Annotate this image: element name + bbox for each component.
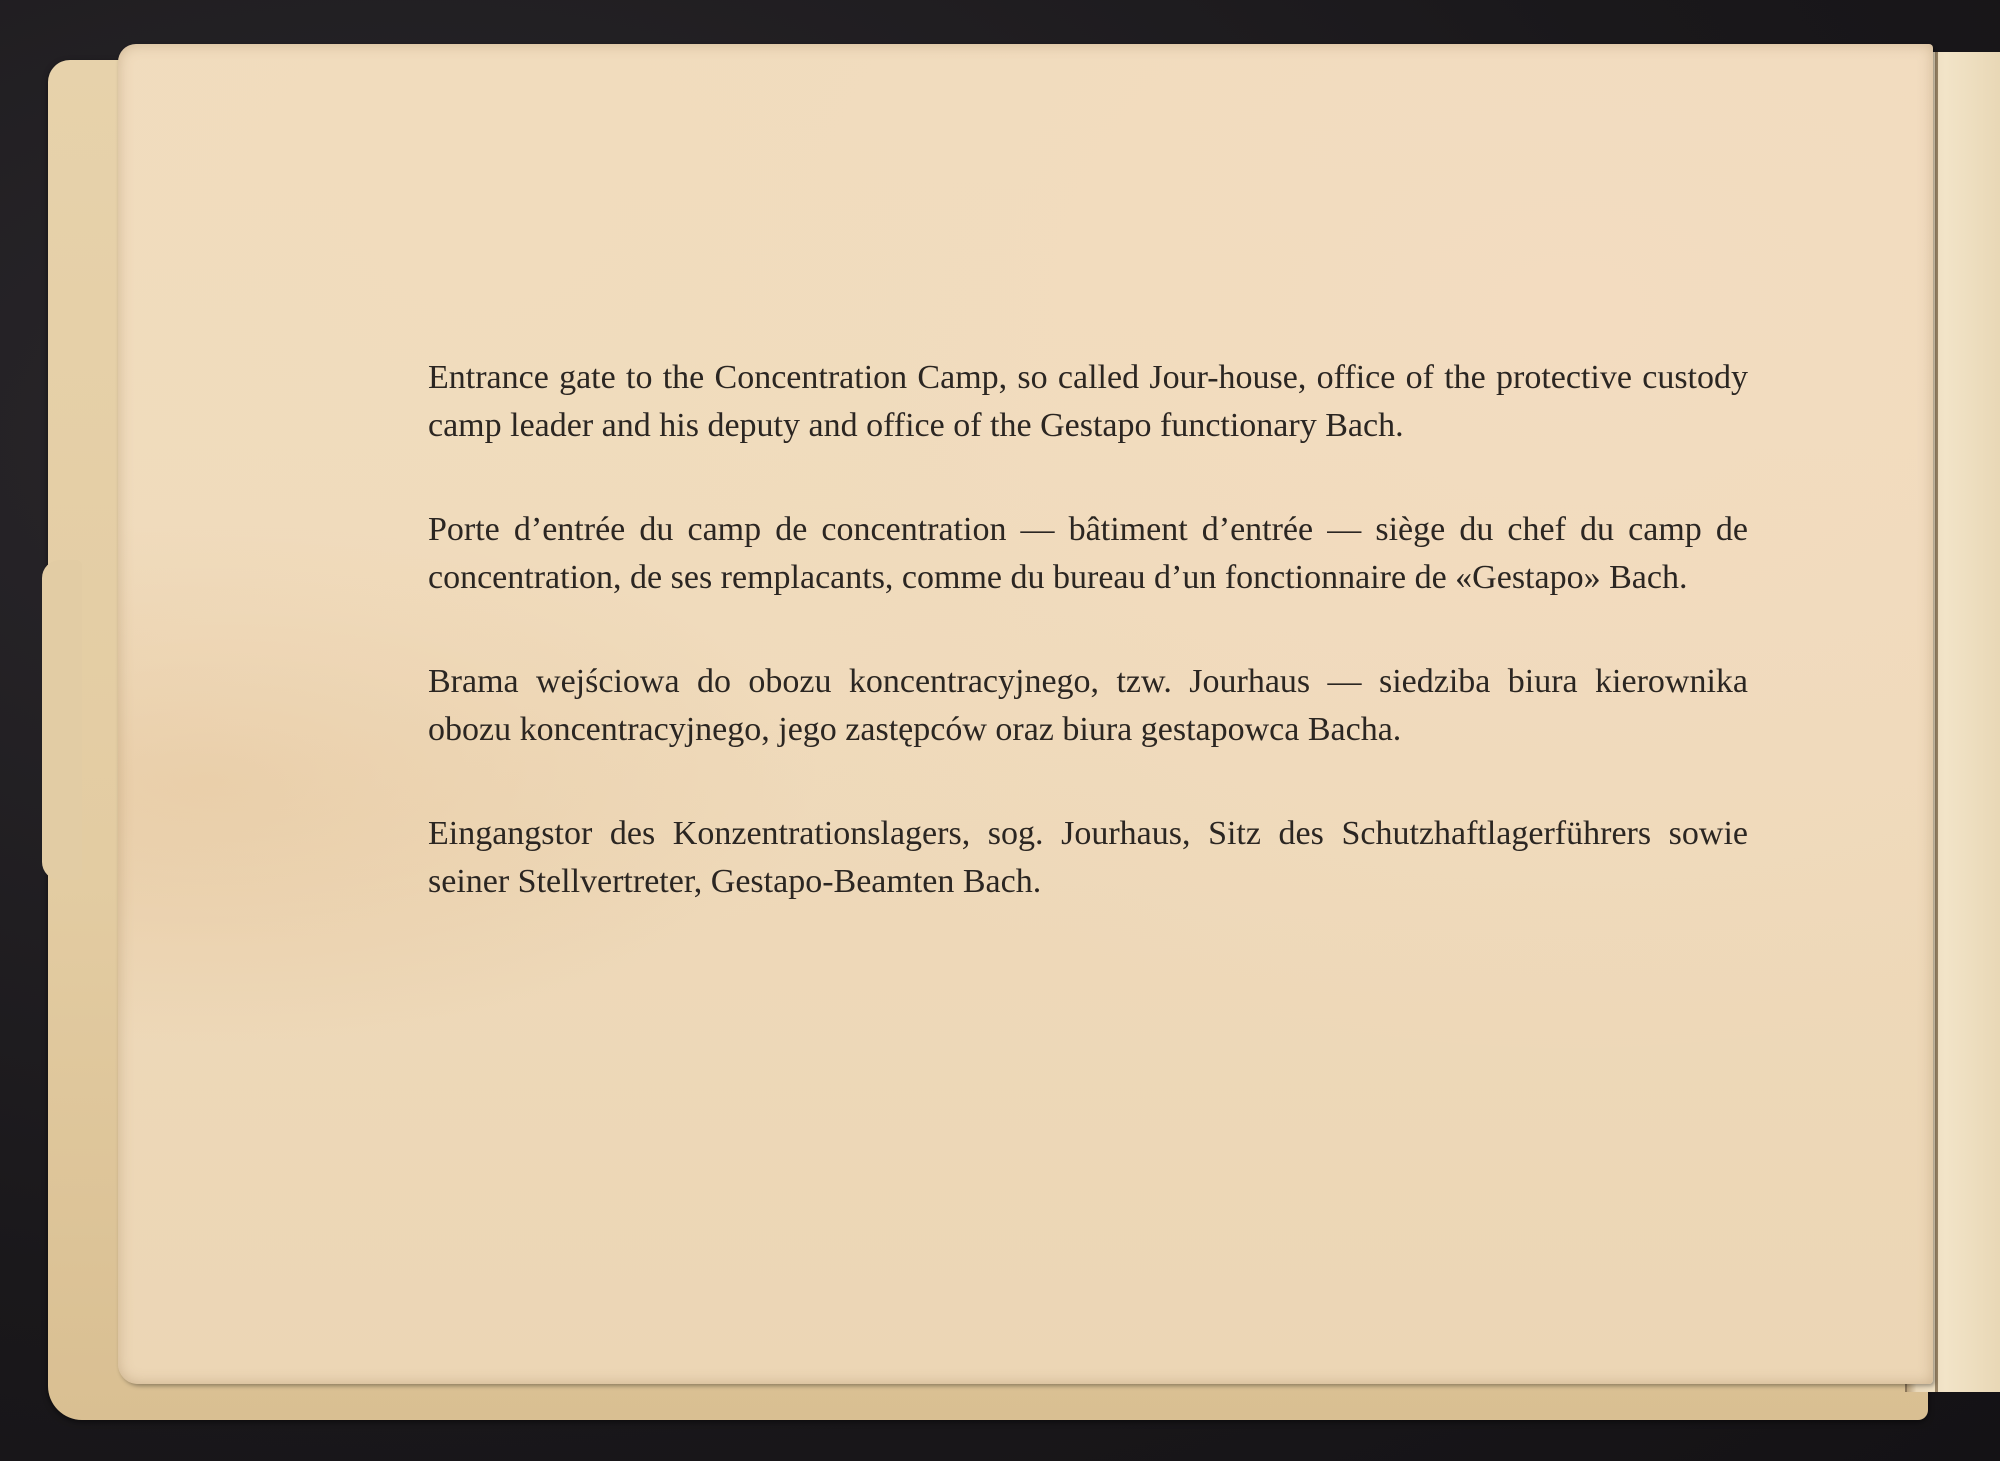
- caption-polish: Brama wejściowa do obozu koncentracyjnego, tzw. Jourhaus — siedziba biura kierownika obozu koncentracyjnego, jego zastępców oraz biura gestapowca Bacha.: [428, 663, 1748, 748]
- binding-line: [1935, 52, 1938, 1392]
- booklet-page: [118, 44, 1933, 1384]
- caption-english: Entrance gate to the Concentration Camp, so called Jour-house, office of the protective custody camp leader and his deputy and office of the Gestapo functionary Bach.: [428, 359, 1748, 444]
- caption-french: Porte d’entrée du camp de concentration — bâtiment d’entrée — siège du chef du camp de concentration, de ses remplacants, comme du bureau d’un fonctionnaire de «Gestapo» Bach.: [428, 511, 1748, 596]
- caption-text-block: [428, 354, 1748, 906]
- caption-german: Eingangstor des Konzentrationslagers, sog. Jourhaus, Sitz des Schutzhaftlagerführers sowie seiner Stellvertreter, Gestapo-Beamten Bach.: [428, 815, 1748, 900]
